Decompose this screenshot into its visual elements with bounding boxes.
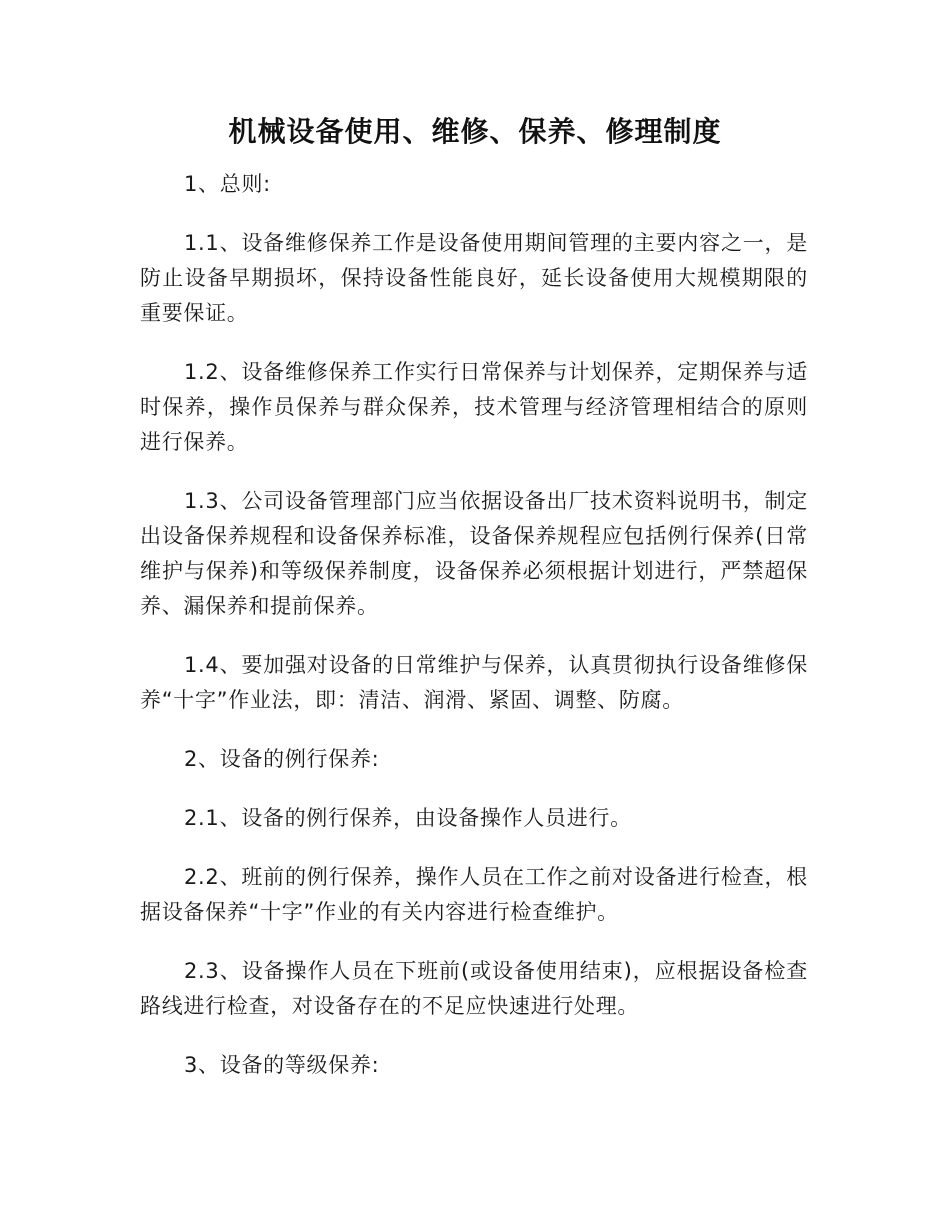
paragraph-2-3: 2.3、设备操作人员在下班前(或设备使用结束)，应根据设备检查路线进行检查，对设备存在的不足应快速进行处理。 (140, 959, 808, 1018)
paragraph-1-1: 1.1、设备维修保养工作是设备使用期间管理的主要内容之一，是防止设备早期损坏，保持设备性能良好，延长设备使用大规模期限的重要保证。 (140, 231, 808, 325)
section-heading-1: 1、总则: (184, 172, 271, 196)
document-body (140, 167, 808, 1107)
paragraph-2-2: 2.2、班前的例行保养，操作人员在工作之前对设备进行检查，根据设备保养“十字”作业的有关内容进行检查维护。 (140, 865, 808, 924)
paragraph-1-3: 1.3、公司设备管理部门应当依据设备出厂技术资料说明书，制定出设备保养规程和设备保养标准，设备保养规程应包括例行保养(日常维护与保养)和等级保养制度，设备保养必须根据计划进行，严禁超保养、漏保养和提前保养。 (140, 489, 808, 618)
section-heading-3: 3、设备的等级保养: (184, 1053, 380, 1077)
section-heading-2: 2、设备的例行保养: (184, 747, 380, 771)
document-title: 机械设备使用、维修、保养、修理制度 (228, 115, 722, 148)
paragraph-1-4: 1.4、要加强对设备的日常维护与保养，认真贯彻执行设备维修保养“十字”作业法，即：清洁、润滑、紧固、调整、防腐。 (140, 653, 808, 712)
paragraph-1-2: 1.2、设备维修保养工作实行日常保养与计划保养，定期保养与适时保养，操作员保养与群众保养，技术管理与经济管理相结合的原则进行保养。 (140, 360, 808, 454)
paragraph-2-1: 2.1、设备的例行保养，由设备操作人员进行。 (184, 806, 632, 830)
